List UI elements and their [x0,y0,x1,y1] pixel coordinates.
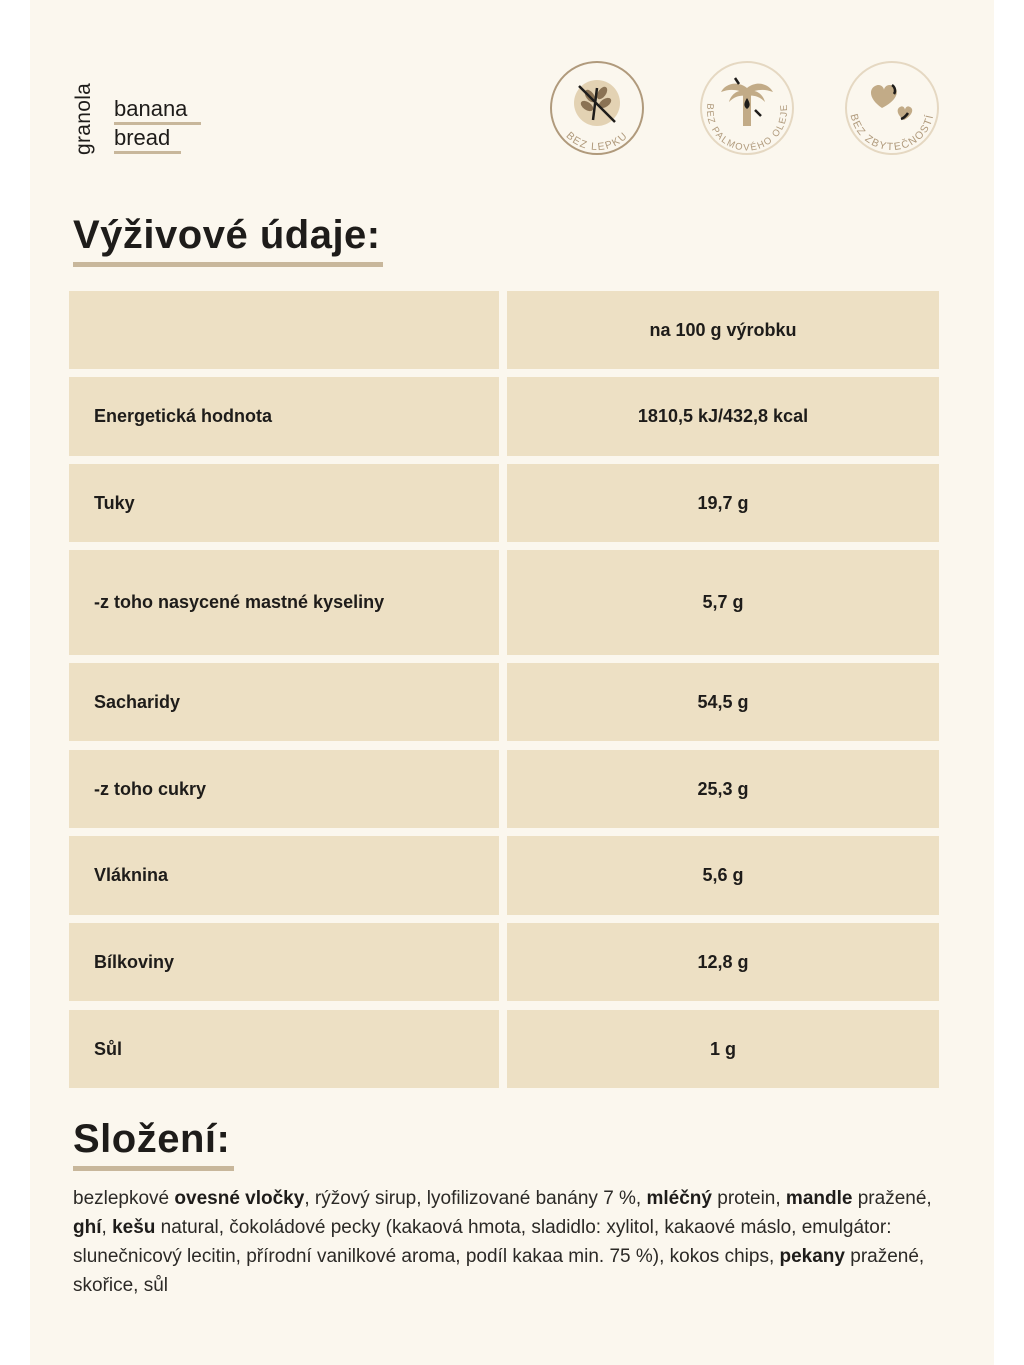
gluten-free-grain-icon [574,80,620,126]
table-row-value: 25,3 g [507,750,939,828]
table-header-label [69,291,499,369]
brand-name-line2: bread [114,125,171,150]
badge-label: BEZ LEPKU [563,129,631,154]
allergen-ingredient: pekany [779,1246,845,1267]
ingredient-text: natural, čokoládové pecky (kakaová hmota, sladidlo: xylitol, kakaové máslo, emulgátor: slunečnicový lecitin, přírodní vanilkové aroma, podíl kakaa min. 75 %), kokos chips, [73,1217,892,1267]
table-row-value: 19,7 g [507,464,939,542]
table-row-value: 5,6 g [507,836,939,915]
ingredient-text: pražené, [852,1188,932,1209]
table-row-label: Sůl [69,1010,499,1088]
allergen-ingredient: mléčný [646,1188,712,1209]
table-row-value: 1 g [507,1010,939,1088]
table-row-label: Sacharidy [69,663,499,741]
ingredient-text: pražené, skořice, sůl [73,1246,925,1296]
table-header-value: na 100 g výrobku [507,291,939,369]
table-row-label: Vláknina [69,836,499,915]
ingredient-text: , rýžový sirup, lyofilizované banány 7 %, [304,1188,647,1209]
composition-title: Složení: [73,1117,231,1161]
svg-text:BEZ LEPKU [564,130,631,154]
hearts-icon [871,85,912,120]
table-row-label: -z toho nasycené mastné kyseliny [69,550,499,655]
allergen-ingredient: kešu [112,1217,156,1238]
badge-no-extras [842,58,942,158]
allergen-ingredient: mandle [785,1188,853,1209]
table-row-label: Tuky [69,464,499,542]
ingredient-text: bezlepkové [73,1188,175,1209]
table-row-label: Bílkoviny [69,923,499,1001]
composition-title-underline [73,1166,234,1171]
table-row-value: 54,5 g [507,663,939,741]
table-row-label: Energetická hodnota [69,377,499,456]
nutrition-title-underline [73,262,383,267]
table-row-value: 1810,5 kJ/432,8 kcal [507,377,939,456]
brand-underline-2 [114,151,181,154]
badge-label: BEZ ZBYTEČNOSTÍ [847,112,937,154]
allergen-ingredient: ghí [73,1217,102,1238]
brand-name-line1: banana [114,96,188,121]
nutrition-title: Výživové údaje: [73,213,381,257]
table-row-value: 5,7 g [507,550,939,655]
badge-label: BEZ PALMOVÉHO OLEJE [703,102,791,154]
ingredient-text: protein, [711,1188,786,1209]
brand-category: granola [72,82,95,155]
badge-palm-oil-free [697,58,797,158]
badge-gluten-free [547,58,647,158]
palm-oil-free-icon [721,78,773,126]
allergen-ingredient: ovesné vločky [174,1188,305,1209]
table-row-value: 12,8 g [507,923,939,1001]
composition-text [73,1184,933,1300]
svg-text:BEZ ZBYTEČNOSTÍ [847,113,936,154]
table-row-label: -z toho cukry [69,750,499,828]
ingredient-text: , [101,1217,113,1238]
